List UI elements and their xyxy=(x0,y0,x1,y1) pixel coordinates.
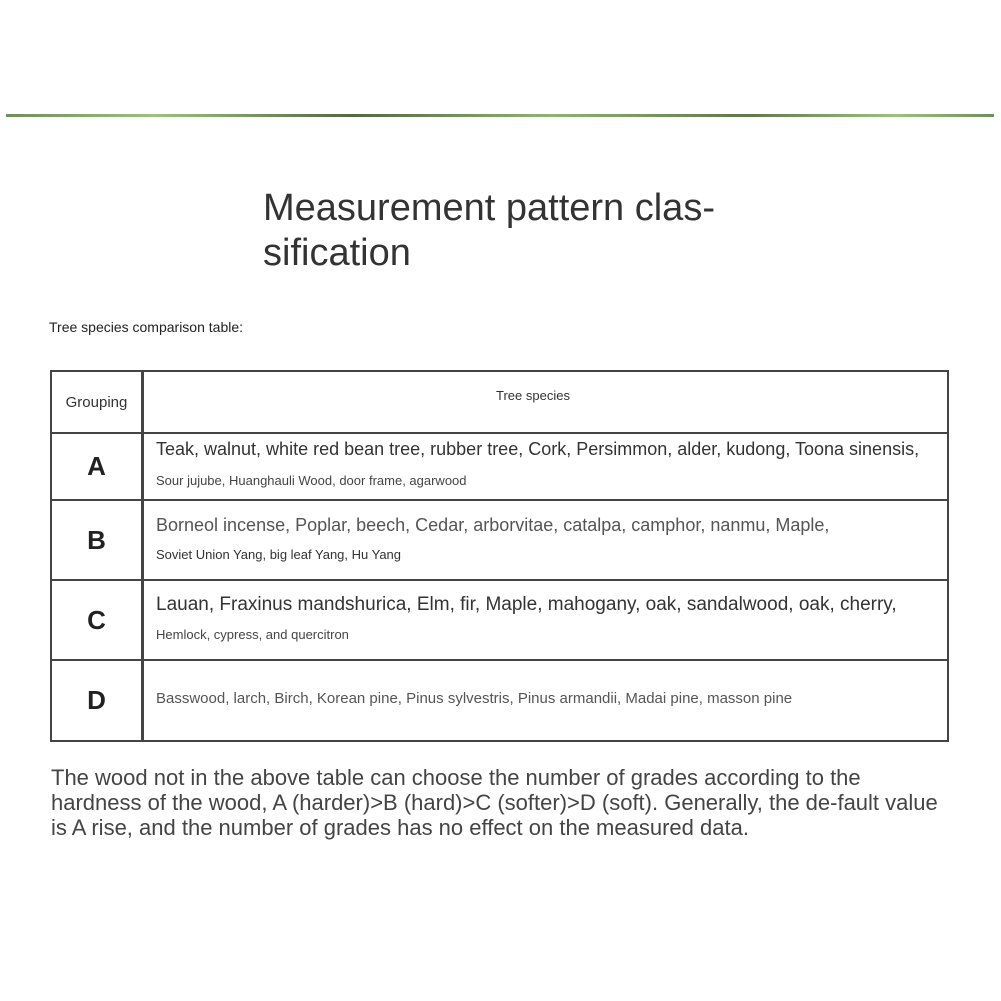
table-row xyxy=(52,434,947,501)
group-letter: D xyxy=(87,685,106,715)
table-row xyxy=(52,581,947,661)
grouping-header: Grouping xyxy=(65,393,128,411)
species-cell xyxy=(156,661,941,740)
page-title-text: Measurement pattern clas- sification xyxy=(263,187,715,274)
page-title xyxy=(263,186,783,276)
table-row xyxy=(52,501,947,581)
species-cell xyxy=(156,581,941,659)
table-caption: Tree species comparison table: xyxy=(49,319,244,335)
top-divider xyxy=(6,114,994,117)
group-letter: B xyxy=(87,524,106,555)
grouping-header-cell xyxy=(52,372,144,432)
species-line-sub: Sour jujube, Huanghauli Wood, door frame, agarwood xyxy=(156,473,467,488)
table-header-row xyxy=(52,372,947,434)
group-cell xyxy=(52,501,144,579)
group-cell xyxy=(52,661,144,740)
species-line-sub: Hemlock, cypress, and quercitron xyxy=(156,627,349,642)
species-cell xyxy=(156,434,941,499)
table-row xyxy=(52,661,947,740)
group-letter: C xyxy=(87,604,106,635)
species-header: Tree species xyxy=(496,388,570,403)
group-cell xyxy=(52,434,144,499)
species-header-cell xyxy=(144,372,947,432)
species-table xyxy=(50,370,949,742)
species-line-sub: Soviet Union Yang, big leaf Yang, Hu Yang xyxy=(156,547,402,562)
species-line-main: Lauan, Fraxinus mandshurica, Elm, fir, Maple, mahogany, oak, sandalwood, oak, cherry, xyxy=(156,594,897,615)
species-line-main: Basswood, larch, Birch, Korean pine, Pinus sylvestris, Pinus armandii, Madai pine, masson pine xyxy=(156,690,793,707)
footer-note: The wood not in the above table can choose the number of grades according to the hardness of the wood, A (harder)>B (hard)>C (softer)>D (soft). Generally, the de-fault value is A rise, and the number of grades has no effect on the measured data. xyxy=(51,765,938,840)
species-cell xyxy=(156,501,941,579)
group-letter: A xyxy=(87,451,106,481)
group-cell xyxy=(52,581,144,659)
species-line-main: Borneol incense, Poplar, beech, Cedar, arborvitae, catalpa, camphor, nanmu, Maple, xyxy=(156,515,830,535)
species-line-main: Teak, walnut, white red bean tree, rubber tree, Cork, Persimmon, alder, kudong, Toona sinensis, xyxy=(156,439,920,459)
